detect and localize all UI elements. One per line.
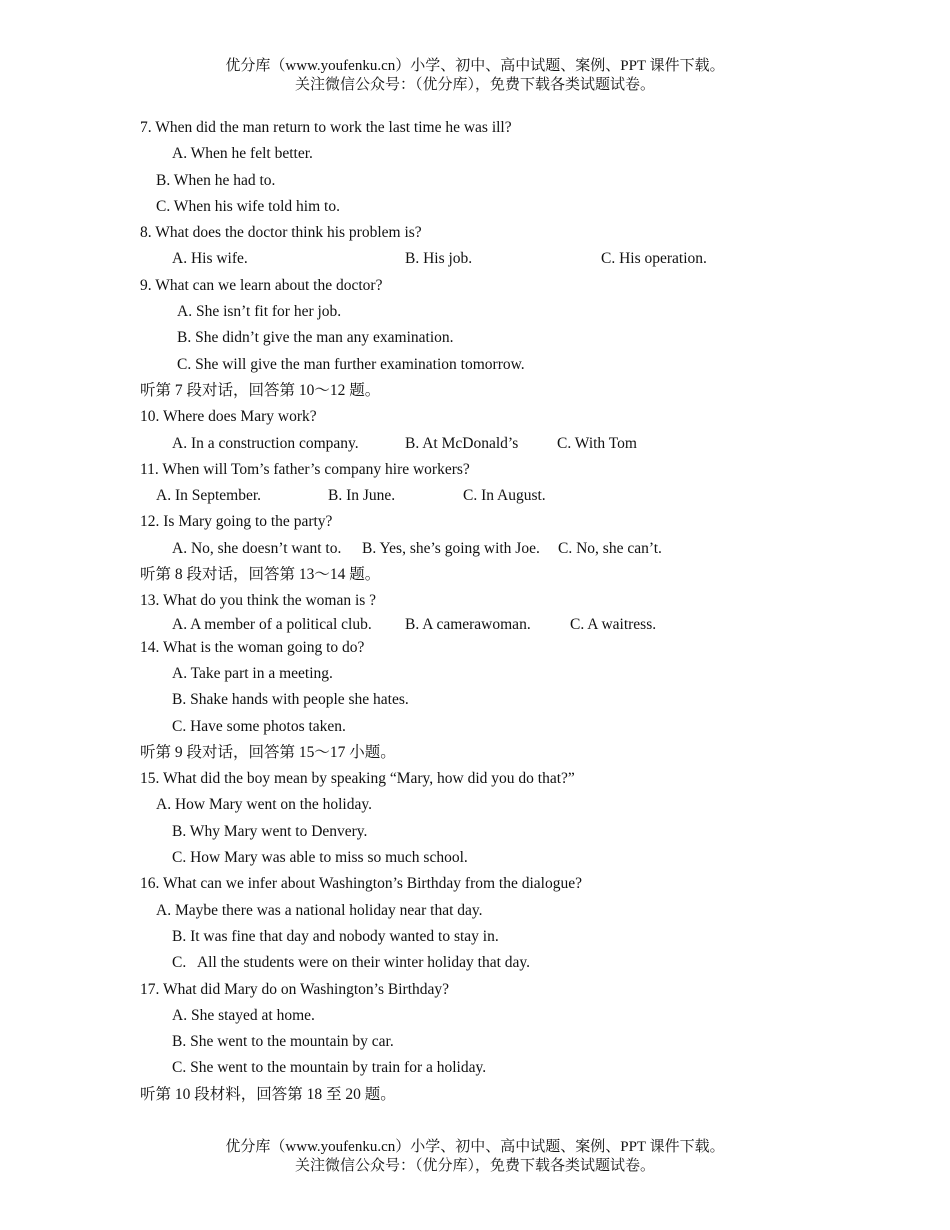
q16-option-c: C. All the students were on their winter holiday that day.	[172, 954, 531, 972]
q8-options	[140, 246, 840, 272]
section-heading-7: 听第 7 段对话，回答第 10～12 题。	[140, 381, 381, 399]
q15-option-b: B. Why Mary went to Denvery.	[172, 822, 368, 840]
q12-options	[140, 536, 840, 562]
section-heading-9: 听第 9 段对话，回答第 15～17 小题。	[140, 743, 396, 761]
q12-option-b: B. Yes, she’s going with Joe.	[362, 539, 540, 557]
page-footer	[0, 1138, 950, 1176]
q17-option-a: A. She stayed at home.	[172, 1006, 315, 1024]
question-14: 14. What is the woman going to do?	[140, 638, 365, 656]
q14-option-c: C. Have some photos taken.	[172, 717, 346, 735]
q14-option-a: A. Take part in a meeting.	[172, 664, 333, 682]
q15-option-c: C. How Mary was able to miss so much school.	[172, 849, 468, 867]
q11-option-a: A. In September.	[156, 487, 262, 505]
q13-option-b: B. A camerawoman.	[405, 615, 531, 633]
question-10: 10. Where does Mary work?	[140, 408, 317, 426]
q15-option-a: A. How Mary went on the holiday.	[156, 796, 372, 814]
q11-option-c: C. In August.	[463, 487, 546, 505]
question-17: 17. What did Mary do on Washington’s Birthday?	[140, 980, 450, 998]
exam-content	[140, 115, 840, 1108]
q10-options	[140, 431, 840, 457]
q12-option-c: C. No, she can’t.	[558, 539, 662, 557]
q9-option-a: A. She isn’t fit for her job.	[177, 303, 342, 321]
q10-option-a: A. In a construction company.	[172, 434, 359, 452]
q11-options	[140, 483, 840, 509]
q13-option-a: A. A member of a political club.	[172, 615, 372, 633]
footer-line-1: 优分库（www.youfenku.cn）小学、初中、高中试题、案例、PPT 课件下载。	[225, 1139, 725, 1155]
footer-line-2: 关注微信公众号：（优分库），免费下载各类试题试卷。	[294, 1158, 655, 1174]
question-12: 12. Is Mary going to the party?	[140, 513, 333, 531]
header-line-2: 关注微信公众号：（优分库），免费下载各类试题试卷。	[294, 77, 655, 93]
q7-option-b: B. When he had to.	[156, 171, 276, 189]
q11-option-b: B. In June.	[328, 487, 396, 505]
q8-option-c: C. His operation.	[601, 250, 707, 268]
question-7: 7. When did the man return to work the last time he was ill?	[140, 119, 512, 136]
section-heading-8: 听第 8 段对话，回答第 13～14 题。	[140, 566, 381, 584]
q13-option-c: C. A waitress.	[570, 615, 657, 633]
section-heading-10: 听第 10 段材料，回答第 18 至 20 题。	[140, 1085, 396, 1103]
q14-option-b: B. Shake hands with people she hates.	[172, 691, 409, 709]
question-11: 11. When will Tom’s father’s company hire workers?	[140, 460, 470, 478]
q13-options	[140, 615, 840, 635]
q17-option-c: C. She went to the mountain by train for a holiday.	[172, 1059, 487, 1077]
question-16: 16. What can we infer about Washington’s Birthday from the dialogue?	[140, 875, 582, 893]
q8-option-b: B. His job.	[405, 250, 473, 268]
question-13: 13. What do you think the woman is ?	[140, 592, 377, 610]
q17-option-b: B. She went to the mountain by car.	[172, 1033, 394, 1051]
header-line-1: 优分库（www.youfenku.cn）小学、初中、高中试题、案例、PPT 课件下载。	[225, 58, 725, 74]
question-8: 8. What does the doctor think his problem is?	[140, 224, 422, 242]
q7-option-a: A. When he felt better.	[172, 145, 313, 163]
question-9: 9. What can we learn about the doctor?	[140, 276, 383, 294]
q9-option-c: C. She will give the man further examination tomorrow.	[177, 355, 525, 373]
q12-option-a: A. No, she doesn’t want to.	[172, 539, 342, 557]
q9-option-b: B. She didn’t give the man any examination.	[177, 329, 454, 347]
q10-option-c: C. With Tom	[557, 434, 637, 452]
q10-option-b: B. At McDonald’s	[405, 434, 519, 452]
question-15: 15. What did the boy mean by speaking “Mary, how did you do that?”	[140, 770, 575, 788]
page-header	[0, 57, 950, 95]
q16-option-a: A. Maybe there was a national holiday near that day.	[156, 901, 483, 919]
q16-option-b: B. It was fine that day and nobody wanted to stay in.	[172, 927, 499, 945]
q8-option-a: A. His wife.	[172, 250, 248, 268]
q7-option-c: C. When his wife told him to.	[156, 197, 340, 215]
